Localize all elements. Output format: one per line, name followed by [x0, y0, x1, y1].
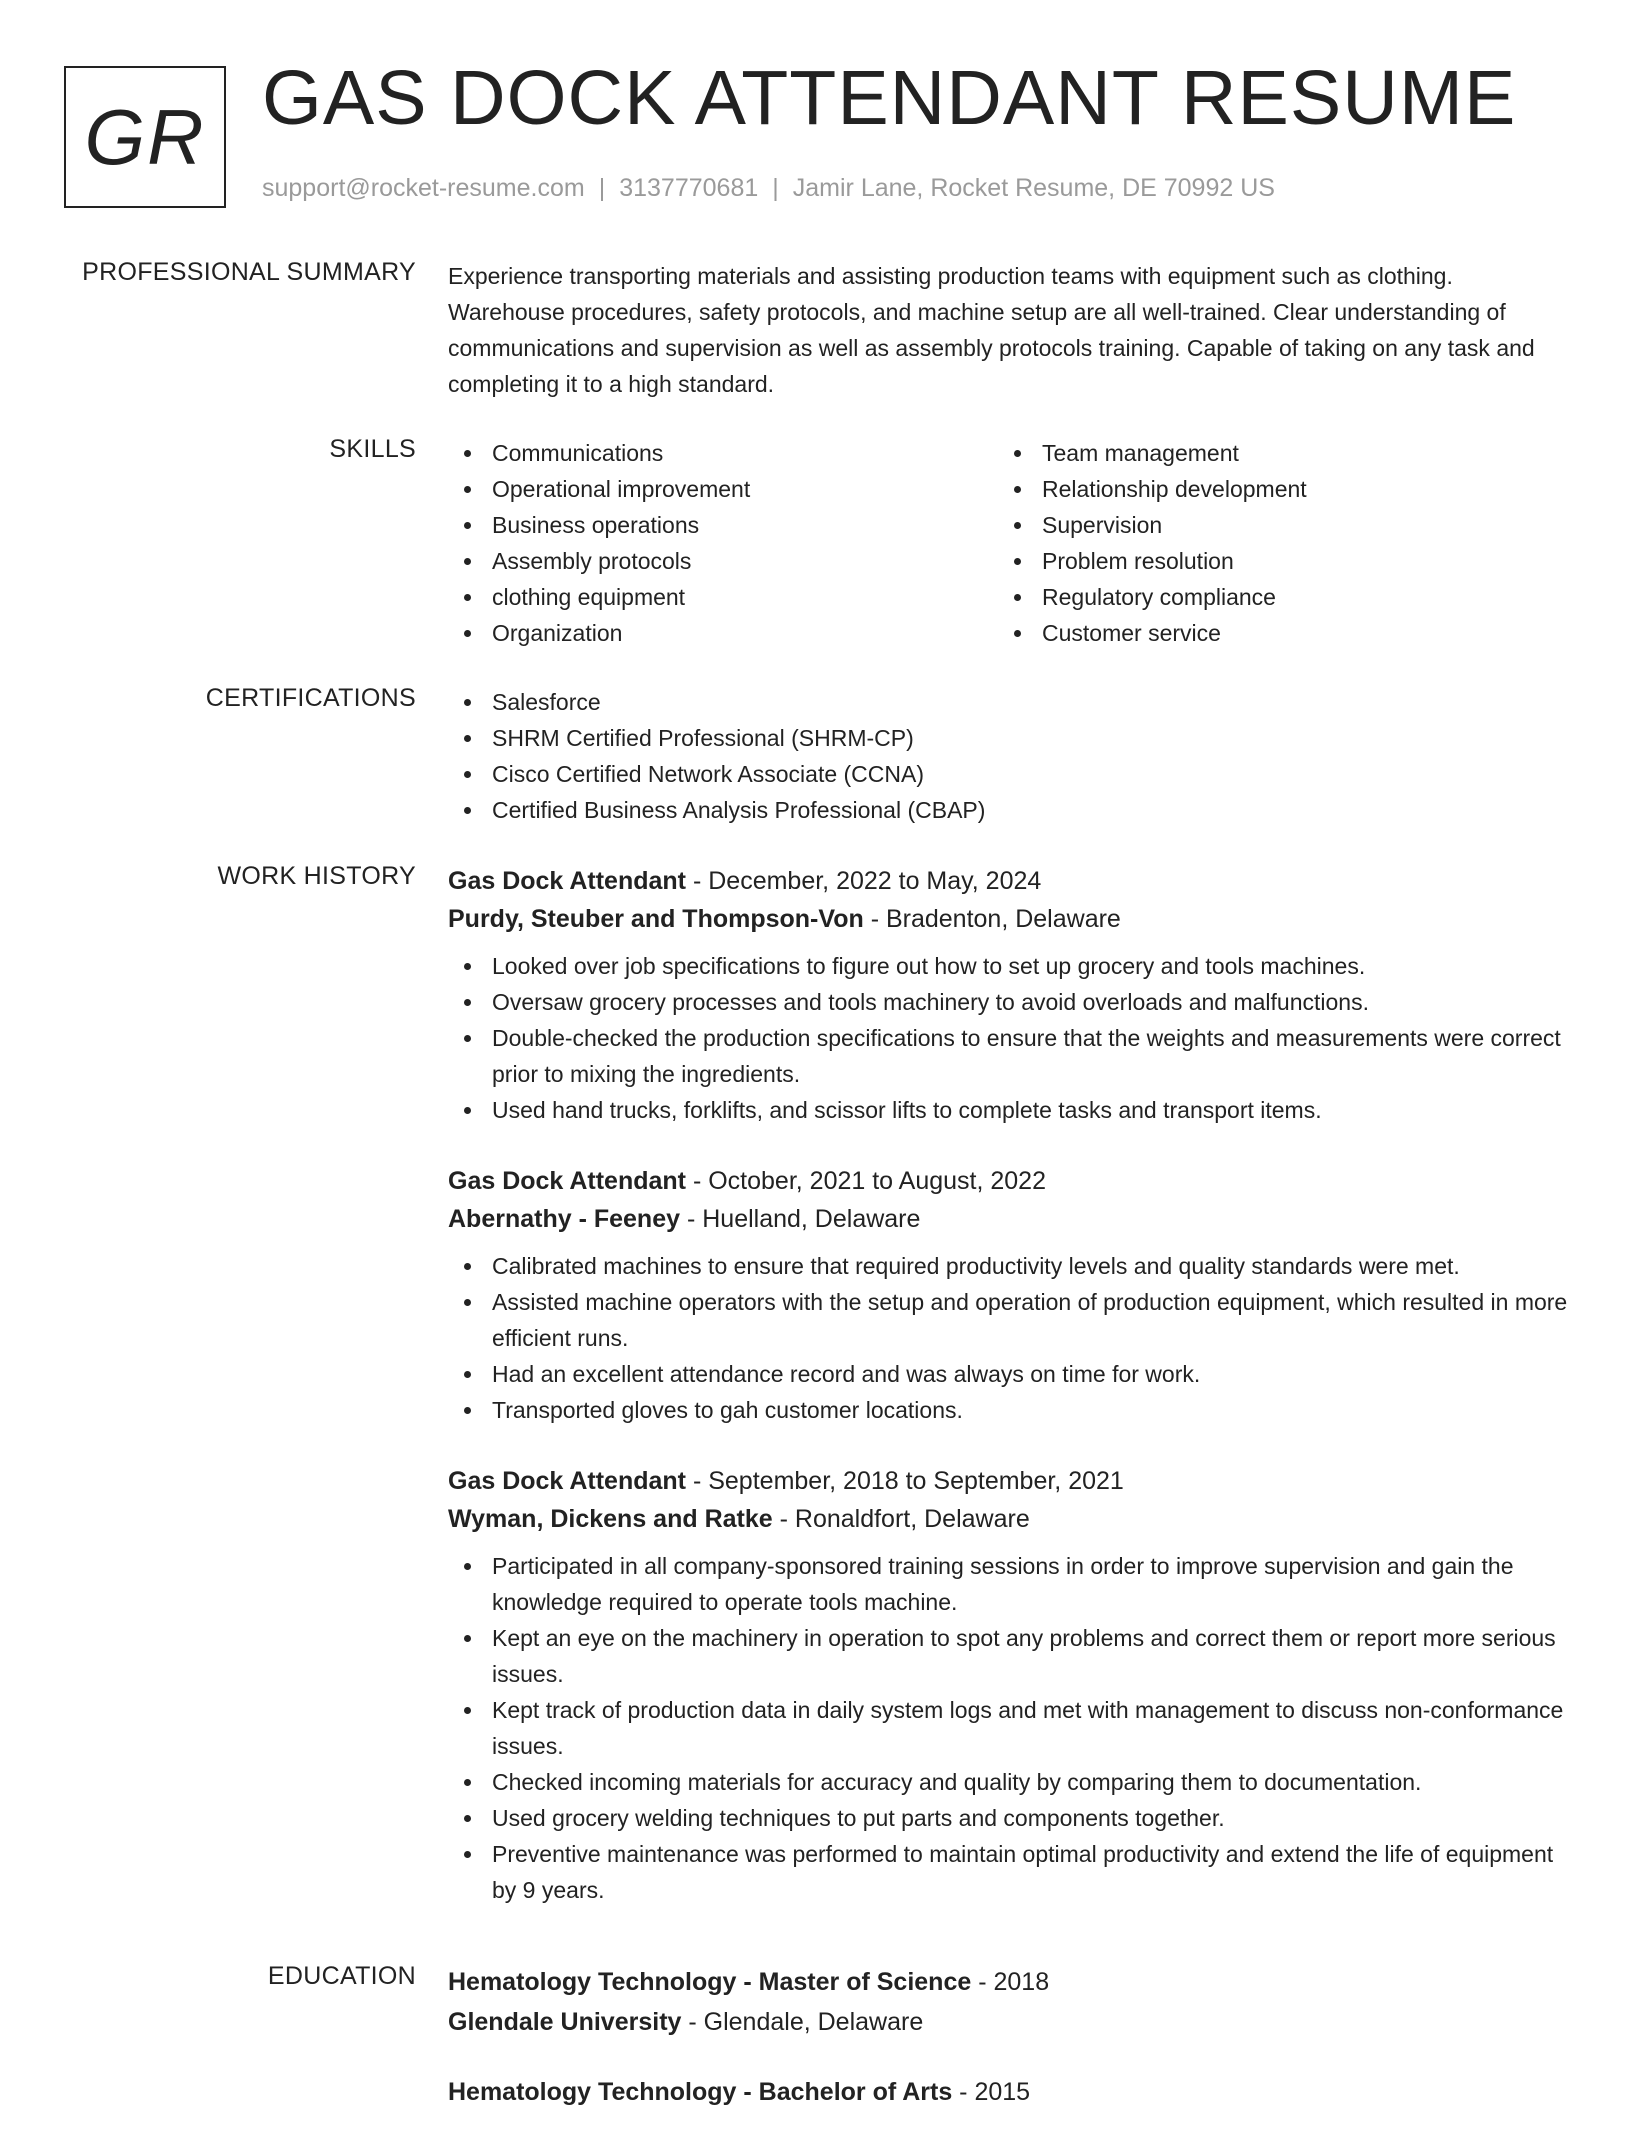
- certification-item: Salesforce: [448, 684, 1568, 720]
- job-company: Wyman, Dickens and Ratke: [448, 1505, 773, 1533]
- job-company-line: [448, 1500, 1568, 1538]
- section-label-education: EDUCATION: [267, 1962, 416, 1990]
- job-company-line: [448, 900, 1568, 938]
- certification-item: SHRM Certified Professional (SHRM-CP): [448, 720, 1568, 756]
- certifications-body: [448, 684, 1568, 828]
- skills-list-right: [998, 435, 1548, 651]
- job-title-line: [448, 1162, 1568, 1200]
- skill-item: clothing equipment: [448, 579, 998, 615]
- skill-item: Regulatory compliance: [998, 579, 1548, 615]
- education-entry: [448, 2072, 1568, 2112]
- skills-body: [448, 435, 1568, 651]
- job-duties: [448, 1248, 1568, 1428]
- contact-phone[interactable]: 3137770681: [619, 174, 759, 202]
- job-location: - Ronaldfort, Delaware: [772, 1505, 1030, 1533]
- job-company: Purdy, Steuber and Thompson-Von: [448, 905, 864, 933]
- job-duty: Oversaw grocery processes and tools machinery to avoid overloads and malfunctions.: [448, 984, 1568, 1020]
- contact-separator: |: [598, 174, 606, 202]
- job-title: Gas Dock Attendant: [448, 867, 687, 895]
- job-dates: - October, 2021 to August, 2022: [686, 1167, 1046, 1195]
- skill-item: Team management: [998, 435, 1548, 471]
- job-entry: [448, 1462, 1568, 1908]
- resume-title: GAS DOCK ATTENDANT RESUME: [262, 55, 1517, 141]
- certification-item: Certified Business Analysis Professional (CBAP): [448, 792, 1568, 828]
- monogram-badge: [64, 66, 226, 208]
- contact-email[interactable]: support@rocket-resume.com: [262, 174, 585, 202]
- contact-separator: |: [772, 174, 779, 202]
- job-title: Gas Dock Attendant: [448, 1167, 687, 1195]
- education-degree: Hematology Technology - Master of Science: [448, 1968, 972, 1996]
- skills-columns: [448, 435, 1568, 651]
- job-duties: [448, 948, 1568, 1128]
- job-title-line: [448, 1462, 1568, 1500]
- work-history-body: [448, 862, 1568, 1942]
- education-degree: Hematology Technology - Bachelor of Arts: [448, 2078, 953, 2106]
- job-duty: Kept track of production data in daily system logs and met with management to discuss non-conformance issues.: [448, 1692, 1568, 1764]
- job-duty: Kept an eye on the machinery in operation to spot any problems and correct them or report more serious issues.: [448, 1620, 1568, 1692]
- job-duty: Assisted machine operators with the setup and operation of production equipment, which resulted in more efficient runs.: [448, 1284, 1568, 1356]
- job-title: Gas Dock Attendant: [448, 1467, 687, 1495]
- section-label-summary: PROFESSIONAL SUMMARY: [82, 258, 416, 286]
- skill-item: Communications: [448, 435, 998, 471]
- job-duty: Looked over job specifications to figure out how to set up grocery and tools machines.: [448, 948, 1568, 984]
- education-entry: [448, 1962, 1568, 2042]
- job-duties: [448, 1548, 1568, 1908]
- job-dates: - September, 2018 to September, 2021: [686, 1467, 1124, 1495]
- section-label-certifications: CERTIFICATIONS: [205, 684, 416, 712]
- education-degree-line: [448, 1962, 1568, 2002]
- education-body: [448, 1962, 1568, 2142]
- job-dates: - December, 2022 to May, 2024: [686, 867, 1042, 895]
- job-duty: Double-checked the production specifications to ensure that the weights and measurements were correct prior to mixing the ingredients.: [448, 1020, 1568, 1092]
- summary-body: [448, 258, 1568, 402]
- job-company: Abernathy - Feeney: [448, 1205, 681, 1233]
- job-entry: [448, 862, 1568, 1128]
- monogram-initials: GR: [84, 92, 206, 181]
- education-school: Glendale University: [448, 2008, 682, 2036]
- job-duty: Calibrated machines to ensure that required productivity levels and quality standards were met.: [448, 1248, 1568, 1284]
- skill-item: Organization: [448, 615, 998, 651]
- job-duty: Had an excellent attendance record and was always on time for work.: [448, 1356, 1568, 1392]
- job-duty: Used grocery welding techniques to put parts and components together.: [448, 1800, 1568, 1836]
- summary-text: Experience transporting materials and assisting production teams with equipment such as clothing. Warehouse procedures, safety protocols, and machine setup are all well-trained. Clear understanding of communications and supervision as well as assembly protocols training. Capable of taking on any task and completing it to a high standard.: [448, 263, 1535, 397]
- skill-item: Customer service: [998, 615, 1548, 651]
- education-school-line: [448, 2002, 1568, 2042]
- skill-item: Supervision: [998, 507, 1548, 543]
- education-year: - 2018: [971, 1968, 1050, 1996]
- contact-address: Jamir Lane, Rocket Resume, DE 70992 US: [792, 174, 1275, 202]
- education-degree-line: [448, 2072, 1568, 2112]
- skill-item: Business operations: [448, 507, 998, 543]
- job-entry: [448, 1162, 1568, 1428]
- job-company-line: [448, 1200, 1568, 1238]
- job-title-line: [448, 862, 1568, 900]
- skill-item: Relationship development: [998, 471, 1548, 507]
- section-label-work-history: WORK HISTORY: [217, 862, 416, 890]
- section-label-skills: SKILLS: [329, 435, 416, 463]
- job-duty: Preventive maintenance was performed to maintain optimal productivity and extend the life of equipment by 9 years.: [448, 1836, 1568, 1908]
- skills-list-left: [448, 435, 998, 651]
- contact-line: [262, 174, 1275, 203]
- skill-item: Assembly protocols: [448, 543, 998, 579]
- job-duty: Transported gloves to gah customer locations.: [448, 1392, 1568, 1428]
- skill-item: Operational improvement: [448, 471, 998, 507]
- certification-item: Cisco Certified Network Associate (CCNA): [448, 756, 1568, 792]
- job-duty: Participated in all company-sponsored training sessions in order to improve supervision and gain the knowledge required to operate tools machine.: [448, 1548, 1568, 1620]
- education-year: - 2015: [952, 2078, 1031, 2106]
- education-location: - Glendale, Delaware: [681, 2008, 924, 2036]
- job-location: - Bradenton, Delaware: [863, 905, 1121, 933]
- job-duty: Used hand trucks, forklifts, and scissor lifts to complete tasks and transport items.: [448, 1092, 1568, 1128]
- job-duty: Checked incoming materials for accuracy and quality by comparing them to documentation.: [448, 1764, 1568, 1800]
- job-location: - Huelland, Delaware: [680, 1205, 921, 1233]
- certifications-list: [448, 684, 1568, 828]
- skill-item: Problem resolution: [998, 543, 1548, 579]
